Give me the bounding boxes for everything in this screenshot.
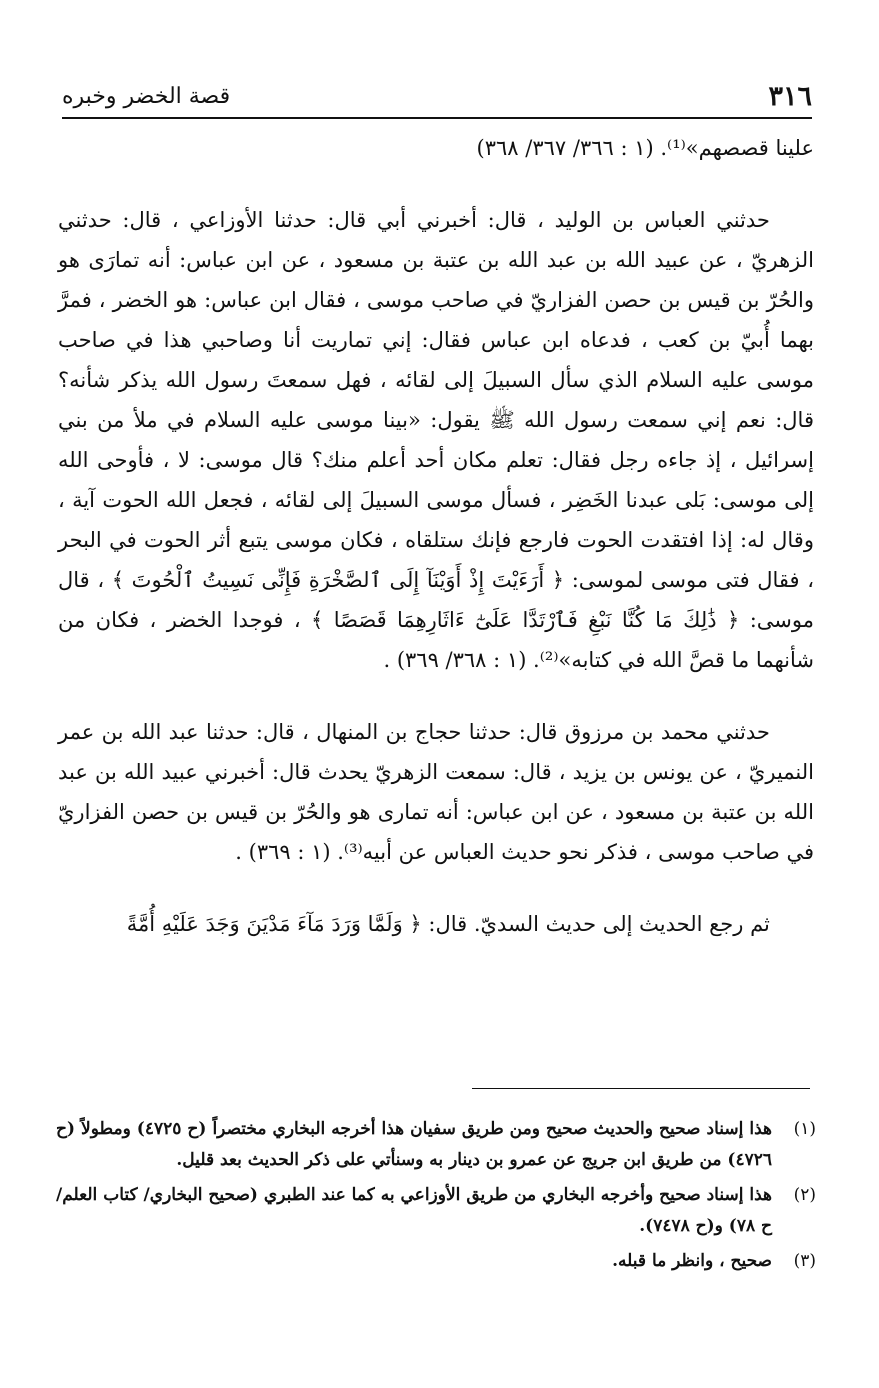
footnote-number: (٢) bbox=[793, 1185, 816, 1205]
footnote-item bbox=[56, 1180, 816, 1242]
header-rule bbox=[62, 117, 812, 119]
footnote-number: (١) bbox=[793, 1119, 816, 1139]
footnote-text: هذا إسناد صحيح وأخرجه البخاري من طريق الأوزاعي به كما عند الطبري (صحيح البخاري/ كتاب العلم/ ح ٧٨) و(ح ٧٤٧٨). bbox=[56, 1185, 772, 1236]
paragraph-continuation: علينا قصصهم»⁽¹⁾. (١ : ٣٦٦/ ٣٦٧/ ٣٦٨) bbox=[476, 136, 814, 160]
page-header bbox=[62, 78, 812, 112]
footnote-item bbox=[56, 1246, 816, 1277]
footnote-text: هذا إسناد صحيح والحديث صحيح ومن طريق سفيان هذا أخرجه البخاري مختصراً (ح ٤٧٢٥) ومطولاً (ح ٤٧٢٦) من طريق ابن جريج عن عمرو بن دينار به وسنأتي على ذكر الحديث بعد قليل. bbox=[56, 1119, 772, 1170]
paragraph-marzuq-hadith: حدثني محمد بن مرزوق قال: حدثنا حجاج بن المنهال ، قال: حدثنا عبد الله بن عمر النميريّ ، عن يونس بن يزيد ، قال: سمعت الزهريّ يحدث قال: أخبرني عبيد الله بن عبد الله بن عتبة بن مسعود ، عن ابن عباس: أنه تمارى هو والحُرّ بن قيس بن حصن الفزاريّ في صاحب موسى ، فذكر نحو حديث العباس عن أبيه⁽³⁾. (١ : ٣٦٩) . bbox=[58, 720, 814, 864]
paragraph-suddi-return: ثم رجع الحديث إلى حديث السديّ. قال: ﴿ وَلَمَّا وَرَدَ مَآءَ مَدْيَنَ وَجَدَ عَلَيْهِ أُمَّةً bbox=[126, 912, 770, 936]
paragraph-abbas-hadith: حدثني العباس بن الوليد ، قال: أخبرني أبي قال: حدثنا الأوزاعي ، قال: حدثني الزهريّ ، عن عبيد الله بن عبد الله بن عتبة بن مسعود ، عن ابن عباس: أنه تمارَى هو والحُرّ بن قيس بن حصن الفزاريّ في صاحب موسى ، فقال ابن عباس: هو الخضر ، فمرَّ بهما أُبيّ بن كعب ، فدعاه ابن عباس فقال: إني تماريت أنا وصاحبي هذا في صاحب موسى عليه السلام الذي سأل السبيلَ إلى لقائه ، فهل سمعتَ رسول الله يذكر شأنه؟ قال: نعم إني سمعت رسول الله ﷺ يقول: «بينا موسى عليه السلام في ملأ من بني إسرائيل ، إذ جاءه رجل فقال: تعلم مكان أحد أعلم منك؟ قال موسى: لا ، فأوحى الله إلى موسى: بَلى عبدنا الخَضِر ، فسأل موسى السبيلَ إلى لقائه ، فجعل الله الحوت آية ، وقال له: إذا افتقدت الحوت فارجع فإنك ستلقاه ، فكان موسى يتبع أثر الحوت في البحر ، فقال فتى موسى لموسى: ﴿ أَرَءَيْتَ إِذْ أَوَيْنَآ إِلَى ٱلصَّخْرَةِ فَإِنِّى نَسِيتُ ٱلْحُوتَ ﴾ ، قال موسى: ﴿ ذَٰلِكَ مَا كُنَّا نَبْغِ فَٱرْتَدَّا عَلَىٰٓ ءَاثَارِهِمَا قَصَصًا ﴾ ، فوجدا الخضر ، فكان من شأنهما ما قصَّ الله في كتابه»⁽²⁾. (١ : ٣٦٨/ ٣٦٩) . bbox=[58, 208, 814, 672]
footnote-number: (٣) bbox=[793, 1251, 816, 1271]
footnote-item bbox=[56, 1114, 816, 1176]
running-title: قصة الخضر وخبره bbox=[62, 84, 231, 109]
main-text bbox=[58, 128, 814, 944]
footnote-text: صحيح ، وانظر ما قبله. bbox=[612, 1251, 772, 1271]
footnote-rule bbox=[472, 1088, 810, 1089]
footnotes bbox=[56, 1114, 816, 1281]
page-number: ٣١٦ bbox=[768, 81, 812, 112]
